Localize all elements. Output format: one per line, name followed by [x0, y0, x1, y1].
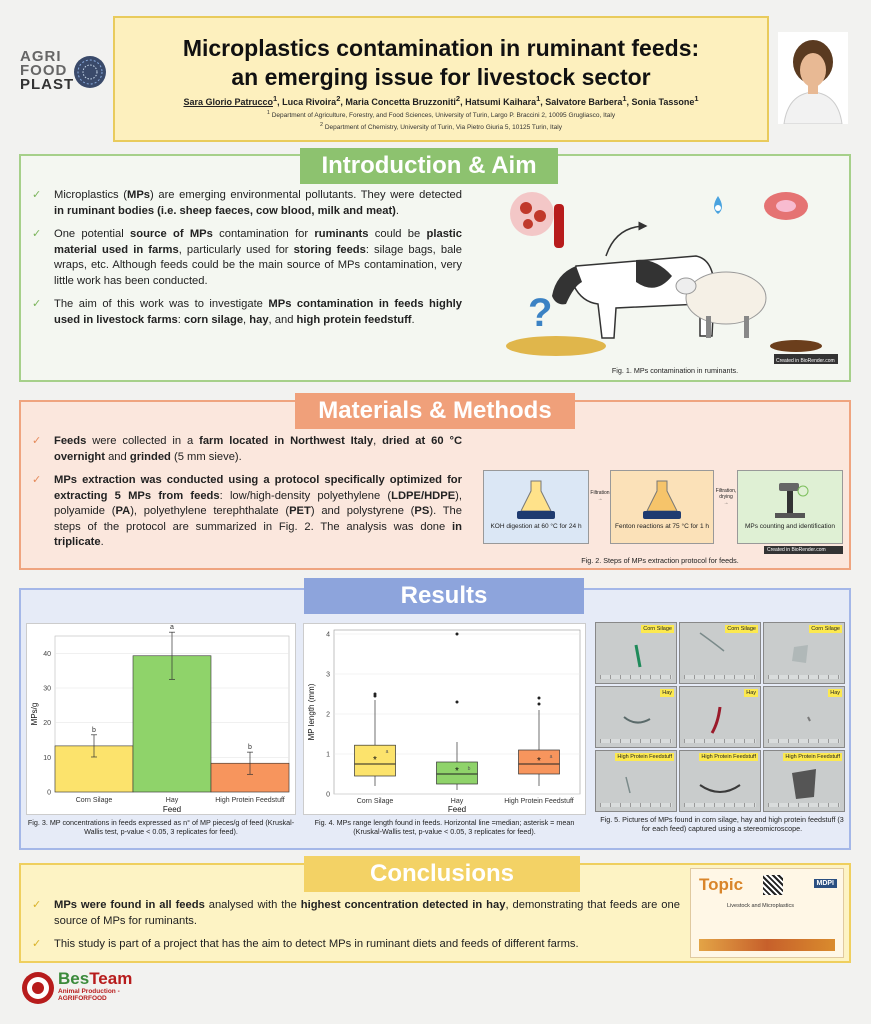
fig3-bar-chart-panel — [26, 623, 296, 815]
x-tick-label: Corn Silage — [356, 798, 394, 805]
globe-icon — [72, 54, 108, 90]
mean-asterisk: * — [455, 766, 459, 777]
methods-bullet-1: ✓ Feeds were collected in a farm located in Northwest Italy, dried at 60 °C overnight and grinded (5 mm sieve). — [28, 434, 462, 465]
photo-hay-1: Hay — [595, 686, 677, 748]
significance-letter: a — [170, 624, 174, 632]
fig4-box-chart — [304, 624, 585, 814]
section-heading-results: Results — [304, 578, 584, 614]
outlier-point — [456, 633, 459, 636]
photo-high-protein-2: High Protein Feedstuff — [679, 750, 761, 812]
significance-letter: b — [467, 766, 471, 772]
photo-corn-silage-3: Corn Silage — [763, 622, 845, 684]
y-tick-label: 10 — [43, 754, 51, 762]
outlier-point — [538, 697, 541, 700]
intro-bullet-1: ✓ Microplastics (MPs) are emerging environmental pollutants. They were detected in ruminant bodies (i.e. sheep faeces, cow blood, milk and meat). — [28, 188, 462, 219]
y-tick-label: 4 — [326, 631, 330, 639]
y-tick-label: 0 — [47, 789, 51, 797]
fig4-box-chart-panel — [303, 623, 586, 815]
photo-high-protein-3: High Protein Feedstuff — [763, 750, 845, 812]
conclusion-bullets — [28, 898, 680, 961]
sheep-icon — [676, 272, 766, 338]
conclusion-bullet-2: ✓ This study is part of a project that has the aim to detect MPs in ruminant diets and feeds of different farms. — [28, 937, 680, 953]
outlier-point — [456, 701, 459, 704]
step-fenton-reactions: Fenton reactions at 75 °C for 1 h — [610, 470, 714, 544]
y-axis-label: MP length (mm) — [307, 683, 316, 741]
x-tick-label: Corn Silage — [75, 797, 113, 804]
significance-letter: b — [92, 726, 96, 734]
x-axis-label: Feed — [447, 805, 467, 814]
author-photo — [778, 32, 848, 124]
photo-hay-2: Hay — [679, 686, 761, 748]
author-list: Sara Glorio Patrucco$^1$, Luca Rivoira$^2$, Maria Concetta Bruzzoniti$^2$, Hatsumi Kaihara$^1$, Salvatore Barbera$^1$, Sonia Tassone$^1$ — [183, 94, 699, 107]
mean-asterisk: * — [537, 756, 541, 767]
fig3-caption: Fig. 3. MP concentrations in feeds expressed as n° of MP pieces/g of feed (Kruskal-Wallis test, p-value < 0.05, 3 replicates for feed). — [27, 818, 295, 836]
significance-letter: b — [248, 744, 252, 752]
photo-corn-silage-1: Corn Silage — [595, 622, 677, 684]
logo-agrifoodplast — [20, 50, 108, 120]
besteam-logo: BesTeam Animal Production - AGRIFORFOOD — [58, 969, 133, 1002]
section-heading-methods: Materials & Methods — [295, 393, 575, 429]
conclusion-bullet-1: ✓ MPs were found in all feeds analysed with the highest concentration detected in hay, demonstrating that feeds are one source of MPs for ruminants. — [28, 898, 680, 929]
methods-bullet-2: ✓ MPs extraction was conducted using a protocol specifically optimized for extracting 5 MPs from feeds: low/high-density polyethylene (LDPE/HDPE), polyamide (PA), polyethylene terephthalate (PET) and polystyrene (PS). The steps of the protocol are summarized in Fig. 2. The analysis was done in triplicate. — [28, 473, 462, 551]
qr-code-icon — [763, 875, 783, 895]
significance-letter: a — [549, 754, 553, 760]
section-heading-intro: Introduction & Aim — [300, 148, 558, 184]
logo-text: AGRI FOOD PLAST — [20, 48, 75, 93]
y-tick-label: 1 — [326, 751, 330, 759]
fig5-caption: Fig. 5. Pictures of MPs found in corn silage, hay and high protein feedstuff (3 for each feed) captured using a stereomicroscope. — [600, 815, 844, 833]
fig5-photo-grid — [595, 622, 847, 812]
y-tick-label: 0 — [326, 791, 330, 799]
intro-bullet-2: ✓ One potential source of MPs contamination for ruminants could be plastic material used in farms, particularly used for storing feeds: silage bags, bale wraps, etc. Although feeds could be the main source of MPs contamination, very little work has been conducted. — [28, 227, 462, 289]
topic-word: Topic — [699, 875, 744, 894]
y-tick-label: 30 — [43, 685, 51, 693]
step-mps-counting: MPs counting and identification — [737, 470, 843, 544]
x-tick-label: Hay — [450, 798, 464, 805]
milk-drop-icon — [714, 196, 722, 214]
title-box — [113, 16, 769, 142]
arrow-filtration: Filtration → — [590, 490, 610, 502]
y-axis-label: MPs/g — [30, 702, 39, 726]
methods-bullets — [28, 434, 462, 559]
flask-stirrer-icon — [637, 477, 687, 521]
fig2-caption: Fig. 2. Steps of MPs extraction protocol for feeds. — [581, 556, 739, 565]
affiliation-1: $^1$ Department of Agriculture, Forestry, and Food Sciences, University of Turin, Largo P. Braccini 2, 10095 Grugliasco, Italy — [266, 110, 616, 120]
fig3-bar-chart — [27, 624, 295, 814]
significance-letter: a — [385, 749, 389, 756]
svg-text:?: ? — [528, 291, 553, 335]
mean-asterisk: * — [373, 754, 377, 766]
svg-text:Created in BioRender.com: Created in BioRender.com — [776, 358, 835, 364]
university-seal — [20, 970, 56, 1006]
x-tick-label: High Protein Feedstuff — [504, 798, 574, 805]
fig4-caption: Fig. 4. MPs range length found in feeds. Horizontal line =median; asterisk = mean (Kruskal-Wallis test, p-value < 0.05, 3 replicates for feed). — [314, 818, 575, 836]
blood-sample-icon — [510, 192, 564, 248]
intro-bullet-3: ✓ The aim of this work was to investigate MPs contamination in feeds highly used in livestock farms: corn silage, hay, and high protein feedstuff. — [28, 297, 462, 328]
y-tick-label: 20 — [43, 720, 51, 728]
y-tick-label: 3 — [326, 671, 330, 679]
photo-corn-silage-2: Corn Silage — [679, 622, 761, 684]
intro-bullets — [28, 188, 462, 336]
outlier-point — [374, 693, 377, 696]
flask-stirrer-icon — [511, 477, 561, 521]
microscope-icon — [765, 477, 815, 521]
y-tick-label: 2 — [326, 711, 330, 719]
arrow-filtration-drying: Filtration, drying → — [715, 488, 737, 506]
x-tick-label: Hay — [165, 797, 179, 804]
photo-high-protein-1: High Protein Feedstuff — [595, 750, 677, 812]
step-koh-digestion: KOH digestion at 60 °C for 24 h — [483, 470, 589, 544]
poster-title: Microplastics contamination in ruminant feeds: an emerging issue for livestock sector — [182, 35, 700, 90]
photo-hay-3: Hay — [763, 686, 845, 748]
mdpi-logo: MDPI — [814, 879, 838, 888]
topic-flyer: Topic MDPI Livestock and Microplastics — [690, 868, 844, 958]
biorender-badge: Created in BioRender.com — [764, 546, 843, 554]
x-tick-label: High Protein Feedstuff — [215, 797, 285, 804]
fig1-illustration — [486, 186, 840, 366]
affiliation-2: $^2$ Department of Chemistry, University of Turin, Via Pietro Giuria 5, 10125 Turin, Italy — [320, 122, 562, 132]
question-mark-icon — [528, 291, 552, 335]
fig1-caption: Fig. 1. MPs contamination in ruminants. — [611, 366, 739, 375]
outlier-point — [538, 703, 541, 706]
section-heading-conclusions: Conclusions — [304, 856, 580, 892]
meat-icon — [764, 192, 808, 220]
x-axis-label: Feed — [162, 805, 182, 814]
y-tick-label: 40 — [43, 650, 51, 658]
